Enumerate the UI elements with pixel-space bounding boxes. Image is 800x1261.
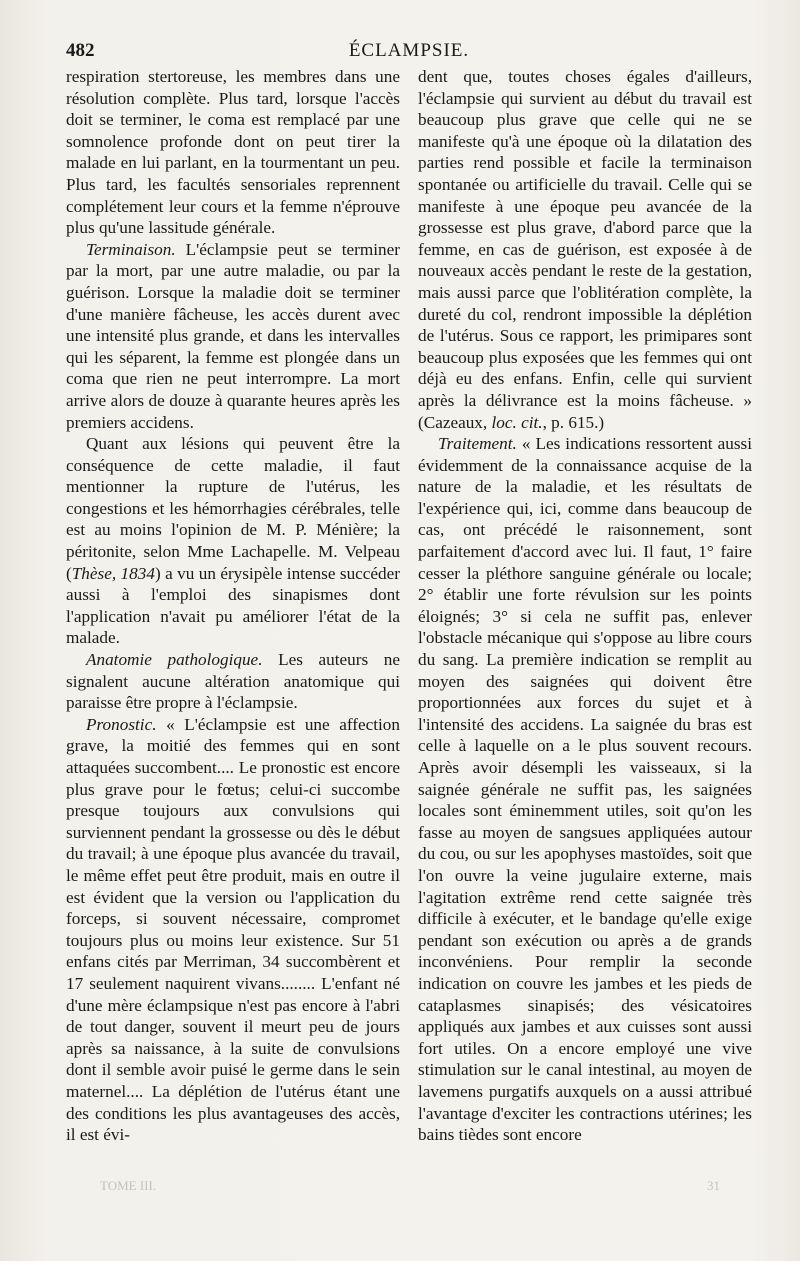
paragraph-text: « Les indications ressortent aussi évidemment de la connaissance acquise de la nature de la maladie, et les résultats de l'expérience qui, ici, comme dans beaucoup de cas, ont précédé le raisonnement, sont parfaitement d'accord avec lui. Il faut, 1° faire cesser la pléthore sanguine générale ou locale; 2° établir une forte révulsion sur les points éloignés; 3° si cela ne suffit pas, enlever l'obstacle mécanique qui s'oppose au libre cours du sang. La première indication se remplit au moyen des saignées qui doivent être proportionnées aux forces du sujet et à l'intensité des accidens. La saignée du bras est celle à laquelle on a le plus souvent recours. Après avoir désempli les vaisseaux, si la saignée générale ne suffit pas, les saignées locales sont éminemment utiles, soit qu'on les fasse au moyen de sangsues appliquées autour du cou, ou sur les apophyses mastoïdes, soit que l'on ouvre la veine jugulaire externe, mais l'agitation extrême rend cette saignée très difficile à exécuter, et le bandage qu'elle exige pendant son exécution ou après a de grands inconvéniens. Pour remplir la seconde indication on couvre les jambes et les pieds de cataplasmes sinapisés; des vésicatoires appliqués aux jambes et aux cuisses sont aussi fort utiles. On a encore employé une vive stimulation sur le canal intestinal, au moyen de lavemens purgatifs auxquels on a aussi attribué l'avantage d'exciter les contractions utérines; les bains tièdes sont encore bbox=[418, 434, 752, 1145]
paragraph: respiration stertoreuse, les membres dans une résolution complète. Plus tard, lorsque l'accès doit se terminer, le coma est remplacé par une somnolence profonde dont on peut tirer la malade en lui parlant, en la tourmentant un peu. Plus tard, les facultés sensoriales reprennent complétement leur cours et la femme n'éprouve plus qu'une lassitude générale. bbox=[66, 67, 400, 238]
paragraph-text: , p. 615.) bbox=[542, 412, 605, 432]
paragraph-traitement bbox=[418, 433, 752, 1146]
page-footer-bleed bbox=[100, 1178, 720, 1218]
running-head: ÉCLAMPSIE. bbox=[348, 40, 470, 61]
section-label: Terminaison. bbox=[86, 239, 176, 259]
paragraph-text: dent que, toutes choses égales d'ailleurs, l'éclampsie qui survient au début du travail est beaucoup plus grave que celle qui ne se manifeste qu'à une époque où la dilatation des parties rend possible et facile la terminaison spontanée ou artificielle du travail. Celle qui se manifeste à une époque peu avancée de la grossesse est plus grave, d'abord parce que la femme, en cas de guérison, est exposée à de nouveaux accès pendant le reste de la gestation, mais aussi parce que l'oblitération complète, la dureté du col, rendront impossible la déplétion de l'utérus. Sous ce rapport, les primipares sont beaucoup plus exposées que les femmes qui ont déjà eu des enfans. Enfin, celle qui survient après la délivrance est la moins fâcheuse. » (Cazeaux, bbox=[418, 67, 752, 432]
footer-volume: TOME III. bbox=[100, 1178, 157, 1193]
paragraph-pronostic bbox=[66, 714, 400, 1146]
paragraph-terminaison bbox=[66, 239, 400, 433]
text-columns bbox=[66, 66, 752, 1176]
paragraph-text: Quant aux lésions qui peuvent être la conséquence de cette maladie, il faut mentionner la rupture de l'utérus, les congestions et les hémorrhagies cérébrales, telle est au moins l'opinion de M. P. Ménière; la péritonite, selon Mme Lachapelle. M. Velpeau ( bbox=[66, 434, 400, 583]
page-header bbox=[66, 40, 752, 66]
section-label: Anatomie pathologique. bbox=[86, 650, 263, 670]
footer-signature: 31 bbox=[707, 1178, 720, 1193]
section-label: Pronostic. bbox=[86, 714, 157, 734]
citation: loc. cit. bbox=[491, 412, 543, 432]
paragraph-anatomie bbox=[66, 649, 400, 714]
paragraph-text: Les auteurs ne signalent aucune altération anatomique qui paraisse être propre à l'éclampsie. bbox=[66, 650, 400, 713]
citation: Thèse, 1834 bbox=[71, 563, 155, 583]
paragraph-text: ) a vu un érysipèle intense succéder aussi à l'emploi des sinapismes dont l'application n'avait pu améliorer l'état de la malade. bbox=[66, 563, 400, 648]
left-column bbox=[66, 66, 400, 1176]
paragraph-text: « L'éclampsie est une affection grave, la moitié des femmes qui en sont attaquées succombent.... Le pronostic est encore plus grave pour le fœtus; celui-ci succombe presque toujours aux convulsions qui surviennent pendant la grossesse ou dès le début du travail; à une époque plus avancée du travail, le même effet peut être produit, mais en outre il est évident que la version ou l'application du forceps, si souvent nécessaire, compromet toujours plus ou moins leur existence. Sur 51 enfans cités par Merriman, 34 succombèrent et 17 seulement naquirent vivans........ L'enfant né d'une mère éclampsique n'est pas encore à l'abri de tout danger, souvent il meurt peu de jours après sa naissance, à la suite de convulsions dont il semble avoir puisé le germe dans le sein maternel.... La déplétion de l'utérus étant une des conditions les plus avantageuses des accès, il est évi- bbox=[66, 714, 400, 1145]
page-number: 482 bbox=[66, 40, 95, 61]
paragraph-text: L'éclampsie peut se terminer par la mort, par une autre maladie, ou par la guérison. Lorsque la maladie doit se terminer d'une manière fâcheuse, les accès durent avec une intensité plus grande, et dans les intervalles qui les séparent, la femme est plongée dans un coma que rien ne peut interrompre. La mort arrive alors de douze à quarante heures après les premiers accidens. bbox=[66, 239, 400, 432]
paragraph-continued bbox=[418, 66, 752, 433]
section-label: Traitement. bbox=[438, 434, 517, 454]
paragraph-lesions bbox=[66, 433, 400, 649]
right-column bbox=[418, 66, 752, 1176]
